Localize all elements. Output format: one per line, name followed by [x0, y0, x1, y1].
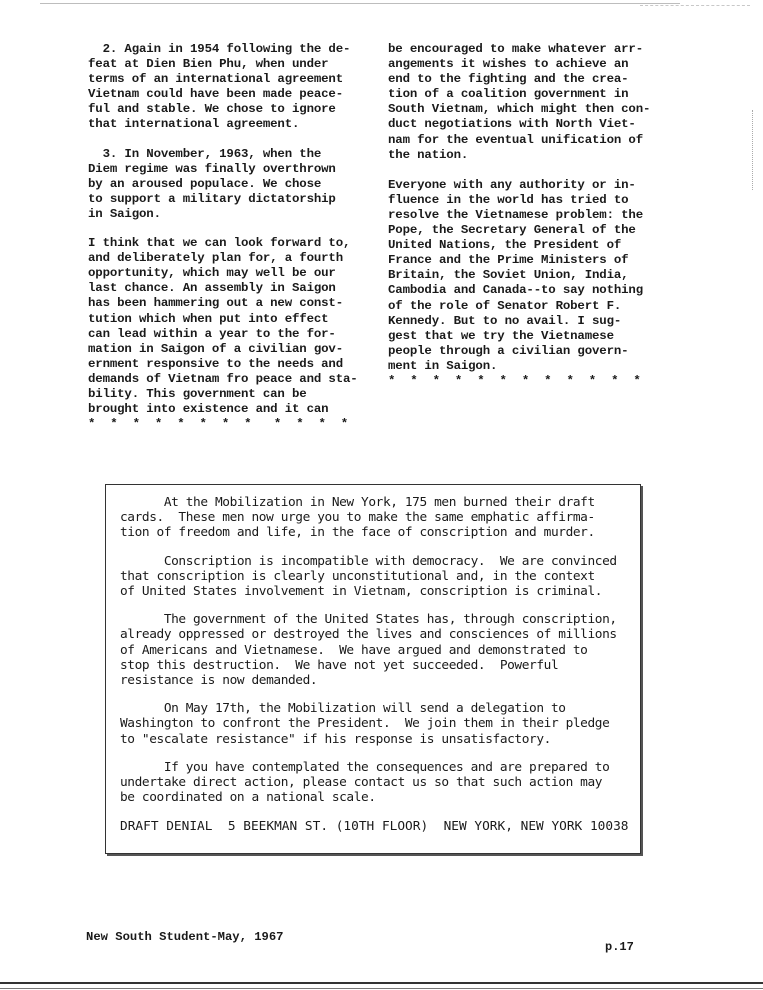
bottom-rule [0, 982, 763, 984]
right-stars-divider: * * * * * * * * * * * * [388, 373, 641, 388]
right-paragraph-2: Everyone with any authority or in- fluence in the world has tried to resolve the Vietnamese problem: the Pope, the Secretary General of the United Nations, the President of France and the Prime Ministers of Britain, the Soviet Union, India, Cambodia and Canada--to say nothing of the role of Senator Robert F. Kennedy. But to no avail. I sug- gest that we try the Vietnamese people through a civilian govern- ment in Saigon. [388, 177, 643, 373]
left-paragraph-3: I think that we can look forward to, and deliberately plan for, a fourth opportunity, which may well be our last chance. An assembly in Saigon has been hammering out a new const- tution which when put into effect can lead within a year to the for- mation in Saigon of a civilian gov- ernment responsive to the needs and demands of Vietnam fro peace and sta- bility. This government can be brought into existence and it can [88, 236, 358, 417]
draft-denial-notice-box [105, 484, 641, 854]
notice-paragraph-5: If you have contemplated the consequences and are prepared to undertake direct action, please contact us so that such action may be coordinated on a national scale. [120, 759, 610, 806]
left-paragraph-1: 2. Again in 1954 following the de- feat at Dien Bien Phu, when under terms of an international agreement Vietnam could have been made peace- ful and stable. We chose to ignore that international agreement. [88, 42, 351, 132]
publication-credit: New South Student-May, 1967 [86, 930, 284, 944]
notice-paragraph-4: On May 17th, the Mobilization will send a delegation to Washington to confront the President. We join them in their pledge to "escalate resistance" if his response is unsatisfactory. [120, 701, 610, 747]
margin-specks [752, 110, 756, 190]
notice-paragraph-1: At the Mobilization in New York, 175 men burned their draft cards. These men now urge you to make the same emphatic affirma- tion of freedom and life, in the face of conscription and murder. [120, 495, 595, 541]
left-column [88, 42, 363, 432]
top-rule-faint [640, 5, 750, 6]
right-column [388, 42, 658, 389]
notice-paragraph-2: Conscription is incompatible with democracy. We are convinced that conscription is clearly unconstitutional and, in the context of United States involvement in Vietnam, conscription is criminal. [120, 553, 617, 600]
left-paragraph-2: 3. In November, 1963, when the Diem regime was finally overthrown by an aroused populace. We chose to support a military dictatorship in Saigon. [88, 146, 336, 221]
bottom-rule-thin [0, 988, 763, 989]
notice-paragraph-3: The government of the United States has, through conscription, already oppressed or destroyed the lives and consciences of millions of Americans and Vietnamese. We have argued and demonstrated to stop this destruction. We have not yet succeeded. Powerful resistance is now demanded. [120, 612, 617, 689]
page-number: p.17 [605, 940, 634, 954]
left-stars-divider: * * * * * * * * * * * * [88, 417, 349, 432]
top-rule [40, 3, 680, 4]
notice-address: DRAFT DENIAL 5 BEEKMAN ST. (10TH FLOOR) NEW YORK, NEW YORK 10038 [120, 819, 629, 835]
right-paragraph-1: be encouraged to make whatever arr- angements it wishes to achieve an end to the fighting and the crea- tion of a coalition government in South Vietnam, which might then con- duct negotiations with North Viet- nam for the eventual unification of the nation. [388, 42, 651, 162]
